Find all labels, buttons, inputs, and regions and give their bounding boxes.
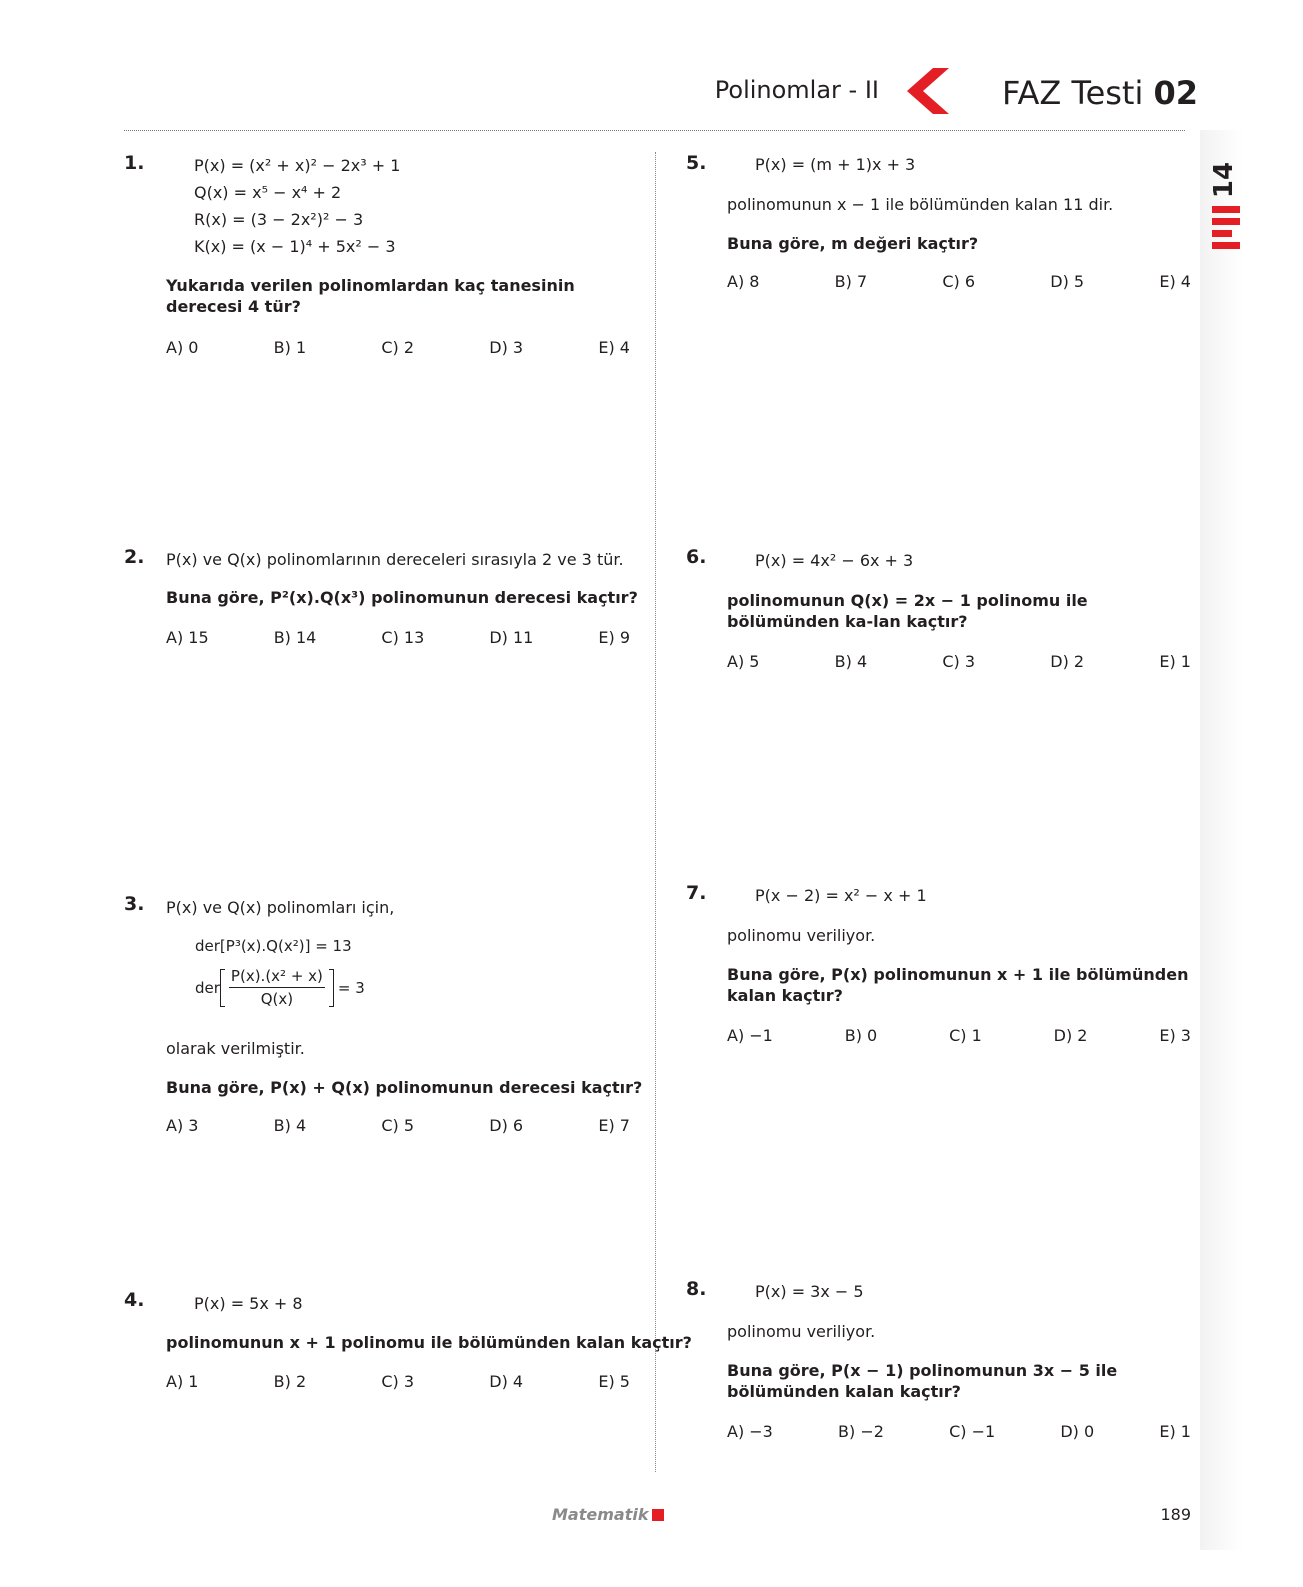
- option-e[interactable]: E) 4: [1159, 272, 1191, 291]
- question-text: Buna göre, m değeri kaçtır?: [727, 234, 979, 253]
- option-e[interactable]: E) 1: [1159, 652, 1191, 671]
- numerator: P(x).(x² + x): [229, 967, 325, 988]
- column-divider: [655, 152, 656, 1472]
- option-a[interactable]: A) 0: [166, 338, 199, 357]
- option-b[interactable]: B) 4: [834, 652, 868, 671]
- option-b[interactable]: B) 14: [273, 628, 317, 647]
- rhs: = 3: [337, 978, 365, 997]
- side-tab-number: 14: [1209, 161, 1239, 199]
- option-e[interactable]: E) 5: [598, 1372, 630, 1391]
- equation-line: R(x) = (3 − 2x²)² − 3: [194, 210, 364, 229]
- answer-options: [727, 1422, 1191, 1441]
- option-c[interactable]: C) 5: [381, 1116, 415, 1135]
- option-b[interactable]: B) 1: [273, 338, 307, 357]
- option-a[interactable]: A) −3: [727, 1422, 773, 1441]
- chevron-left-icon: [903, 66, 953, 116]
- equation-line: P(x) = (x² + x)² − 2x³ + 1: [194, 156, 401, 175]
- option-a[interactable]: A) −1: [727, 1026, 773, 1045]
- equation: P(x) = (m + 1)x + 3: [755, 155, 916, 174]
- header-topic: Polinomlar - II: [714, 76, 879, 104]
- equation-2: [195, 967, 365, 1008]
- option-e[interactable]: E) 4: [598, 338, 630, 357]
- test-name: FAZ Testi: [1002, 74, 1144, 112]
- equation: P(x − 2) = x² − x + 1: [755, 886, 927, 905]
- question-number: 2.: [124, 546, 145, 568]
- der-label: der: [195, 978, 220, 997]
- answer-options: [727, 272, 1191, 291]
- question-text: Buna göre, P(x) + Q(x) polinomunun derecesi kaçtır?: [166, 1078, 643, 1097]
- option-d[interactable]: D) 6: [489, 1116, 524, 1135]
- question-statement: polinomunun x − 1 ile bölümünden kalan 11 dir.: [727, 195, 1114, 214]
- given-text: olarak verilmiştir.: [166, 1039, 305, 1058]
- question-statement: polinomu veriliyor.: [727, 1322, 876, 1341]
- answer-options: [727, 652, 1191, 671]
- question-text: polinomunun x + 1 polinomu ile bölümünden kalan kaçtır?: [166, 1333, 692, 1352]
- option-a[interactable]: A) 5: [727, 652, 760, 671]
- equation-line: Q(x) = x⁵ − x⁴ + 2: [194, 183, 342, 202]
- page-number: 189: [1160, 1505, 1191, 1524]
- option-c[interactable]: C) −1: [949, 1422, 996, 1441]
- option-c[interactable]: C) 3: [942, 652, 976, 671]
- option-d[interactable]: D) 4: [489, 1372, 524, 1391]
- option-b[interactable]: B) 4: [273, 1116, 307, 1135]
- test-number: 02: [1153, 74, 1199, 112]
- question-text: Buna göre, P²(x).Q(x³) polinomunun derecesi kaçtır?: [166, 588, 638, 607]
- question-number: 4.: [124, 1289, 145, 1311]
- option-d[interactable]: D) 2: [1050, 652, 1085, 671]
- left-bracket: [220, 969, 225, 1007]
- answer-options: [166, 1372, 630, 1391]
- option-b[interactable]: B) −2: [838, 1422, 884, 1441]
- equation: P(x) = 3x − 5: [755, 1282, 864, 1301]
- question-text: Buna göre, P(x − 1) polinomunun 3x − 5 ile bölümünden kalan kaçtır?: [727, 1361, 1118, 1401]
- denominator: Q(x): [260, 990, 294, 1008]
- question-number: 3.: [124, 893, 145, 915]
- faz-logo-icon: [1212, 206, 1240, 252]
- question-number: 8.: [686, 1278, 707, 1300]
- option-d[interactable]: D) 3: [489, 338, 524, 357]
- option-a[interactable]: A) 8: [727, 272, 760, 291]
- option-e[interactable]: E) 3: [1159, 1026, 1191, 1045]
- option-a[interactable]: A) 15: [166, 628, 209, 647]
- equation-line: K(x) = (x − 1)⁴ + 5x² − 3: [194, 237, 396, 256]
- option-e[interactable]: E) 1: [1159, 1422, 1191, 1441]
- side-strip: [1200, 130, 1248, 1550]
- answer-options: [166, 1116, 630, 1135]
- equation-1: der[P³(x).Q(x²)] = 13: [195, 937, 352, 955]
- option-a[interactable]: A) 3: [166, 1116, 199, 1135]
- question-number: 5.: [686, 152, 707, 174]
- footer-subject: Matematik: [552, 1505, 649, 1524]
- option-a[interactable]: A) 1: [166, 1372, 199, 1391]
- right-bracket: [329, 969, 334, 1007]
- equation: P(x) = 4x² − 6x + 3: [755, 551, 914, 570]
- question-number: 7.: [686, 882, 707, 904]
- option-d[interactable]: D) 2: [1053, 1026, 1088, 1045]
- answer-options: [166, 338, 630, 357]
- option-d[interactable]: D) 11: [489, 628, 534, 647]
- option-b[interactable]: B) 0: [844, 1026, 878, 1045]
- question-statement: P(x) ve Q(x) polinomlarının dereceleri sırasıyla 2 ve 3 tür.: [166, 550, 624, 569]
- question-number: 6.: [686, 546, 707, 568]
- question-number: 1.: [124, 152, 145, 174]
- answer-options: [727, 1026, 1191, 1045]
- question-1-equations: [194, 152, 400, 260]
- option-d[interactable]: D) 0: [1060, 1422, 1095, 1441]
- option-c[interactable]: C) 3: [381, 1372, 415, 1391]
- option-b[interactable]: B) 2: [273, 1372, 307, 1391]
- equation: P(x) = 5x + 8: [194, 1294, 303, 1313]
- option-c[interactable]: C) 13: [381, 628, 425, 647]
- red-square-icon: [652, 1509, 664, 1521]
- option-c[interactable]: C) 6: [942, 272, 976, 291]
- question-text: polinomunun Q(x) = 2x − 1 polinomu ile bölümünden ka-lan kaçtır?: [727, 591, 1088, 631]
- option-e[interactable]: E) 9: [598, 628, 630, 647]
- test-title: [1002, 74, 1198, 112]
- option-b[interactable]: B) 7: [834, 272, 868, 291]
- answer-options: [166, 628, 630, 647]
- option-d[interactable]: D) 5: [1050, 272, 1085, 291]
- option-e[interactable]: E) 7: [598, 1116, 630, 1135]
- option-c[interactable]: C) 2: [381, 338, 415, 357]
- question-text: Yukarıda verilen polinomlardan kaç tanesinin derecesi 4 tür?: [166, 276, 575, 316]
- option-c[interactable]: C) 1: [949, 1026, 982, 1045]
- question-statement: P(x) ve Q(x) polinomları için,: [166, 898, 395, 917]
- question-text: Buna göre, P(x) polinomunun x + 1 ile bölümünden kalan kaçtır?: [727, 965, 1189, 1005]
- header-divider: [124, 130, 1185, 131]
- question-statement: polinomu veriliyor.: [727, 926, 876, 945]
- fraction: [229, 967, 325, 1008]
